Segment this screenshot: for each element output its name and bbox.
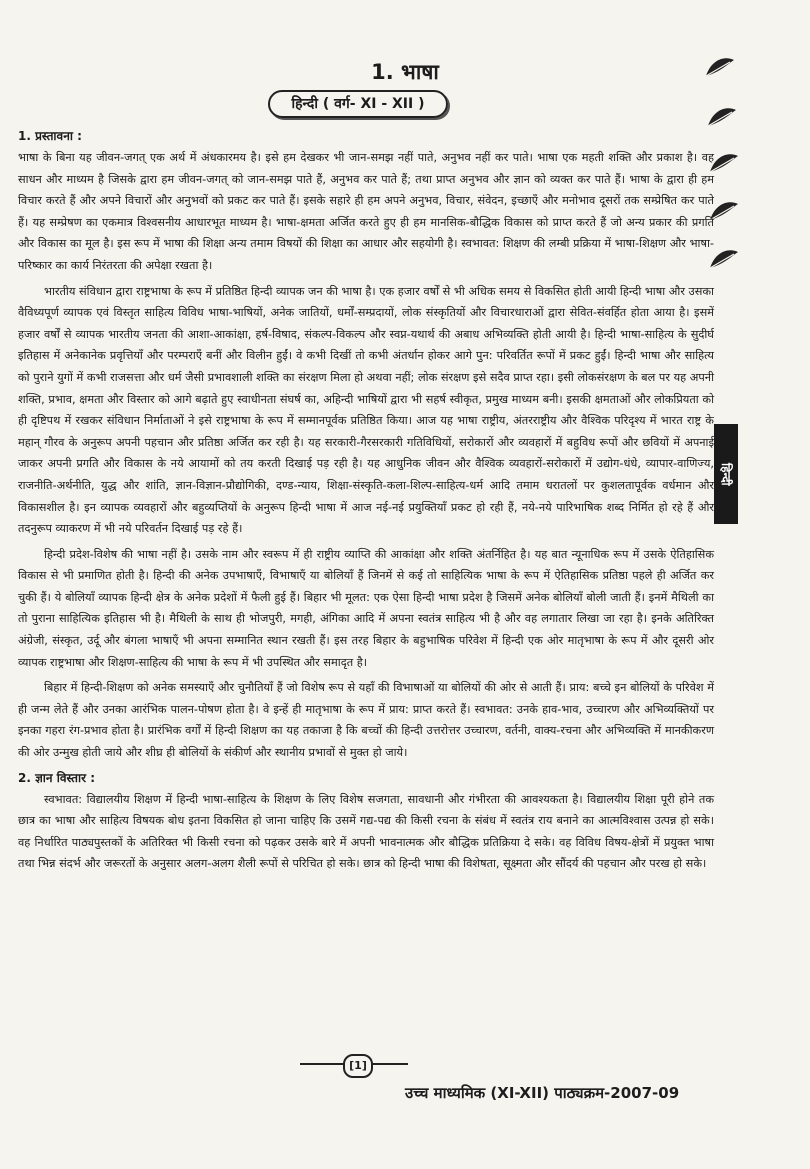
side-tab-label: हिन्दी	[714, 424, 738, 524]
footer-course-title: उच्च माध्यमिक (XI-XII) पाठ्यक्रम-2007-09	[405, 1084, 680, 1102]
paragraph: हिन्दी प्रदेश-विशेष की भाषा नहीं है। उसके नाम और स्वरूप में ही राष्ट्रीय व्याप्ति की आकांक्षा और शक्ति अंतर्निहित है। यह बात न्यूनाधिक रूप में उसके ऐतिहासिक विकास से भी प्रमाणित होती है। हिन्दी की अनेक उपभाषाएँ, विभाषाएँ या बोलियाँ हैं जिनमें से कई तो साहित्यिक भाषा के रूप में ऐतिहासिक प्रतिष्ठा पहले ही अर्जित कर चुकी हैं। ये बोलियाँ व्यापक हिन्दी क्षेत्र के अनेक प्रदेशों में फैली हुई हैं। बिहार भी मूलत: एक ऐसा हिन्दी भाषा प्रदेश है जिसमें अनेक बोलियाँ बोली जाती हैं। इनमें मैथिली का तो पुराना साहित्यिक इतिहास भी है। मैथिली के साथ ही भोजपुरी, मगही, अंगिका आदि में अपना स्वतंत्र साहित्य भी है और वह लगातार लिखा जा रहा है। इनके अतिरिक्त अंग्रेजी, संस्कृत, उर्दू और बंगला भाषाएँ भी अपना सम्मानित स्थान रखती हैं। इस तरह बिहार के बहुभाषिक परिवेश में हिन्दी एक ओर मातृभाषा के रूप में और दूसरी ओर व्यापक राष्ट्रभाषा और शिक्षण-साहित्य की भाषा के रूप में भी उपस्थित और समादृत है।	[18, 547, 714, 669]
paragraph: स्वभावत: विद्यालयीय शिक्षण में हिन्दी भाषा-साहित्य के शिक्षण के लिए विशेष सजगता, सावधानी और गंभीरता की आवश्यकता है। विद्यालयीय शिक्षा पूरी होने तक छात्र का भाषा और साहित्य विषयक बोध इतना विकसित हो जाना चाहिए कि उसमें गद्य-पद्य की किसी रचना के संबंध में स्वतंत्र राय बनाने का आत्मविश्वास उत्पन्न हो सके। वह निर्धारित पाठ्यपुस्तकों के अतिरिक्त भी किसी रचना को पढ़कर उसके बारे में अपनी भावनात्मक और बौद्धिक प्रतिक्रिया दे सके। वह विविध विषय-क्षेत्रों में प्रयुक्त भाषा तथा भिन्न संदर्भ और जरूरतों के अनुसार अलग-अलग शैली रूपों से परिचित हो सके। छात्र को हिन्दी भाषा की विशेषता, सूक्ष्मता और सौंदर्य की पहचान और परख हो सके।	[18, 792, 714, 871]
section-heading-introduction: 1. प्रस्तावना :	[18, 129, 82, 143]
page-title: 1. भाषा	[371, 60, 439, 84]
page-number: [1]	[343, 1054, 373, 1078]
paragraph: बिहार में हिन्दी-शिक्षण को अनेक समस्याएँ और चुनौतियाँ हैं जो विशेष रूप से यहाँ की विभाषाओं या बोलियों की ओर से आती हैं। प्राय: बच्चे इन बोलियों के परिवेश में ही जन्म लेते हैं और उनका आरंभिक पालन-पोषण होता है। वे इन्हें ही मातृभाषा के रूप में प्राय: प्राप्त करते हैं। स्वभावत: उनके हाव-भाव, उच्चारण और अभिव्यक्तियों पर इनका गहरा रंग-प्रभाव होता है। प्रारंभिक वर्गों में हिन्दी शिक्षण का यह तकाजा है कि बच्चों की हिन्दी उत्तरोत्तर उच्चारण, वर्तनी, वाक्य-रचना और अभिव्यक्ति में मानकीकरण की ओर उन्मुख होती जाये और शीघ्र ही बोलियों के संकीर्ण और स्थानीय प्रभावों से मुक्त हो जाये।	[18, 681, 714, 760]
section-heading-knowledge: 2. ज्ञान विस्तार :	[18, 770, 96, 785]
document-body	[18, 126, 714, 879]
leaf-ornament-icon	[702, 54, 738, 80]
paragraph: भारतीय संविधान द्वारा राष्ट्रभाषा के रूप में प्रतिष्ठित हिन्दी व्यापक जन की भाषा है। एक हजार वर्षों से भी अधिक समय से विकसित होती आयी हिन्दी भाषा और उसका वैविध्यपूर्ण व्यापक एवं विस्तृत साहित्य विविध भाषा-भाषियों, अनेक जातियों, धर्मों-सम्प्रदायों, लोक संस्कृतियों और विचारधाराओं द्वारा सेवित-संवर्हित होता आया है। इसमें हजार वर्षों से व्यापक भारतीय जनता की आशा-आकांक्षा, हर्ष-विषाद, संकल्प-विकल्प और स्वप्न-यथार्थ की अबाध अभिव्यक्ति होती आयी है। हिन्दी भाषा-साहित्य के सुदीर्घ इतिहास में अनेकानेक प्रवृत्तियाँ और परम्पराएँ बनीं और विलीन हुईं। वे कभी दिखीं तो कभी अंतर्धान होकर आगे पुन: परिवर्तित रूपों में प्रकट हुईं। हिन्दी भाषा और साहित्य को पुराने युगों में कभी राजसत्ता और धर्म जैसी प्रभावशाली शक्ति का संरक्षण मिला हो अथवा नहीं; लोक संरक्षण इसे सदैव प्राप्त रहा। इसी लोकसंरक्षण के बल पर यह अपनी शक्ति, प्रभाव, क्षमता और विस्तार को आगे बढ़ाते हुए स्वाधीनता संघर्ष का, अहिन्दी भाषियों द्वारा भी सहर्ष स्वीकृत, प्रमुख माध्यम बनी। इसकी क्षमताओं और लोकप्रियता को ही दृष्टिपथ में रखकर संविधान निर्माताओं ने इसे राष्ट्रभाषा के रूप में सम्मानपूर्वक प्रतिष्ठित किया। आज यह भाषा राष्ट्रीय, अंतरराष्ट्रीय और वैश्विक परिदृश्य में भारत राष्ट्र के महान् गौरव के अनुरूप अपनी पहचान और प्रतिष्ठा अर्जित कर रही है। यह सरकारी-गैरसरकारी गतिविधियों, सरोकारों और व्यवहारों में बहुविध रूपों और छवियों में अपनाई जाकर अपनी प्रगति और विकास के नये आयामों को तय करती दिखाई पड़ रही है। यह आधुनिक जीवन और वैश्विक व्यवहारों-सरोकारों में उद्योग-धंधे, व्यापार-वाणिज्य, राजनीति-अर्थनीति, युद्ध और शांति, ज्ञान-विज्ञान-प्रौद्योगिकी, दण्ड-न्याय, शिक्षा-संस्कृति-कला-शिल्प-साहित्य-धर्म आदि तमाम धरातलों पर कुशलतापूर्वक वर्धमान और विकासशील है। इन व्यापक व्यवहारों और बहुव्यप्तियों के अनुरूप हिन्दी भाषा में आज नई-नई प्रयुक्तियाँ प्रकट हो रही हैं, नये-नये पारिभाषिक शब्द निर्मित हो रहे हैं और तदनुरूप व्याकरण में भी नये परिवर्तन दिखाई पड़ रहे हैं।	[18, 284, 714, 536]
paragraph: भाषा के बिना यह जीवन-जगत् एक अर्थ में अंधकारमय है। इसे हम देखकर भी जान-समझ नहीं पाते, अनुभव नहीं कर पाते। भाषा एक महती शक्ति और प्रकाश है। वह साधन और माध्यम है जिसके द्वारा हम जीवन-जगत् को जान-समझ पाते हैं, अनुभव कर पाते हैं; तथा प्राप्त अनुभव और ज्ञान को व्यक्त कर पाते हैं। भाषा के द्वारा ही हम विचार करते हैं और अपने विचारों और अनुभवों को प्रकट कर पाते हैं। इसके सहारे ही हम अपने अनुभव, विचार, संवेदन, इच्छाएँ और मनोभाव दूसरों तक सम्प्रेषित कर पाते हैं। यह सम्प्रेषण का एकमात्र विश्वसनीय आधारभूत माध्यम है। भाषा-क्षमता अर्जित करते हुए ही हम मानसिक-बौद्धिक विकास को प्राप्त करते हैं जो अन्य प्रकार की प्रगति और विकास का मूल है। इस रूप में भाषा की शिक्षा अन्य तमाम विषयों की शिक्षा का आधार और सहयोगी है। स्वभावत: शिक्षण की लम्बी प्रक्रिया में भाषा-शिक्षण और भाषा-परिष्कार का कार्य निरंतरता की अपेक्षा रखता है।	[18, 151, 715, 272]
page-subtitle: हिन्दी ( वर्ग- XI - XII )	[268, 90, 448, 118]
